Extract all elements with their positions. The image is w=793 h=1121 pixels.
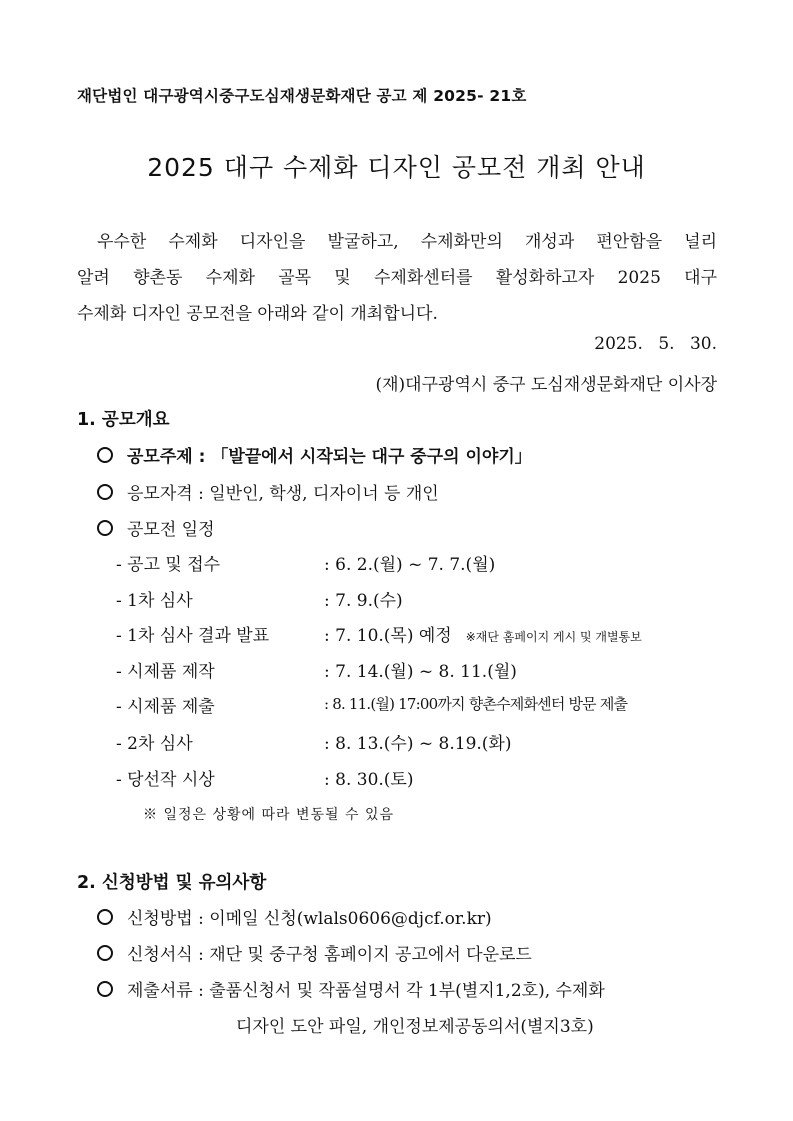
intro-paragraph [77,224,717,332]
schedule-label: - 시제품 제출 [116,697,215,717]
theme-text: 공모주제 : 「발끝에서 시작되는 대구 중구의 이야기」 [127,447,532,467]
schedule-value [324,621,642,646]
forms-text: 신청서식 : 재단 및 중구청 홈페이지 공고에서 다운로드 [127,945,532,965]
circle-bullet-icon [97,447,113,463]
schedule-value: : 7. 14.(월) ~ 8. 11.(월) [324,662,517,682]
eligibility-item [97,479,439,504]
section-1-heading: 1. 공모개요 [77,410,170,430]
page-title: 2025 대구 수제화 디자인 공모전 개최 안내 [147,153,646,182]
schedule-row [116,586,716,610]
notice-number: 재단법인 대구광역시중구도심재생문화재단 공고 제 2025- 21호 [77,87,527,105]
circle-bullet-icon [97,520,113,536]
intro-line-3: 수제화 디자인 공모전을 아래와 같이 개최합니다. [77,304,438,324]
method-text: 신청방법 : 이메일 신청(wlals0606@djcf.or.kr) [127,909,492,929]
eligibility-text: 응모자격 : 일반인, 학생, 디자이너 등 개인 [127,484,439,504]
schedule-row [116,550,716,574]
schedule-row [116,765,716,789]
circle-bullet-icon [97,484,113,500]
schedule-footnote: ※ 일정은 상황에 따라 변동될 수 있음 [143,807,395,823]
section-2-heading: 2. 신청방법 및 유의사항 [77,873,267,893]
documents-text-line1: 제출서류 : 출품신청서 및 작품설명서 각 1부(별지1,2호), 수제화 [127,981,605,1001]
schedule-title: 공모전 일정 [127,520,215,540]
schedule-label: - 1차 심사 [116,591,193,611]
schedule-label: - 2차 심사 [116,734,193,754]
schedule-value-text: : 7. 10.(목) 예정 [324,626,452,646]
schedule-label: - 당선작 시상 [116,770,215,790]
forms-item [97,940,532,965]
schedule-row [116,657,716,681]
schedule-value: : 6. 2.(월) ~ 7. 7.(월) [324,555,496,575]
circle-bullet-icon [97,945,113,961]
schedule-label: - 1차 심사 결과 발표 [116,626,270,646]
schedule-note: ※재단 홈페이지 게시 및 개별통보 [465,630,642,644]
schedule-value: : 8. 11.(월) 17:00까지 향촌수제화센터 방문 제출 [324,695,628,713]
schedule-row [116,729,716,753]
schedule-label: - 시제품 제작 [116,662,215,682]
intro-line-1: 우수한 수제화 디자인을 발굴하고, 수제화만의 개성과 편안함을 널리 [97,232,717,252]
schedule-row [116,692,716,716]
documents-text-line2: 디자인 도안 파일, 개인정보제공동의서(별지3호) [236,1017,594,1037]
circle-bullet-icon [97,981,113,997]
notice-date: 2025. 5. 30. [594,334,717,354]
signer: (재)대구광역시 중구 도심재생문화재단 이사장 [375,375,717,395]
documents-item [97,976,605,1001]
theme-item [97,442,532,467]
method-item [97,904,492,929]
schedule-row [116,621,716,645]
schedule-value: : 7. 9.(수) [324,591,403,611]
schedule-title-item [97,515,215,540]
circle-bullet-icon [97,909,113,925]
schedule-value: : 8. 30.(토) [324,770,414,790]
intro-line-2: 알려 향촌동 수제화 골목 및 수제화센터를 활성화하고자 2025 대구 [77,268,717,288]
schedule-label: - 공고 및 접수 [116,555,221,575]
schedule-value: : 8. 13.(수) ~ 8.19.(화) [324,734,512,754]
